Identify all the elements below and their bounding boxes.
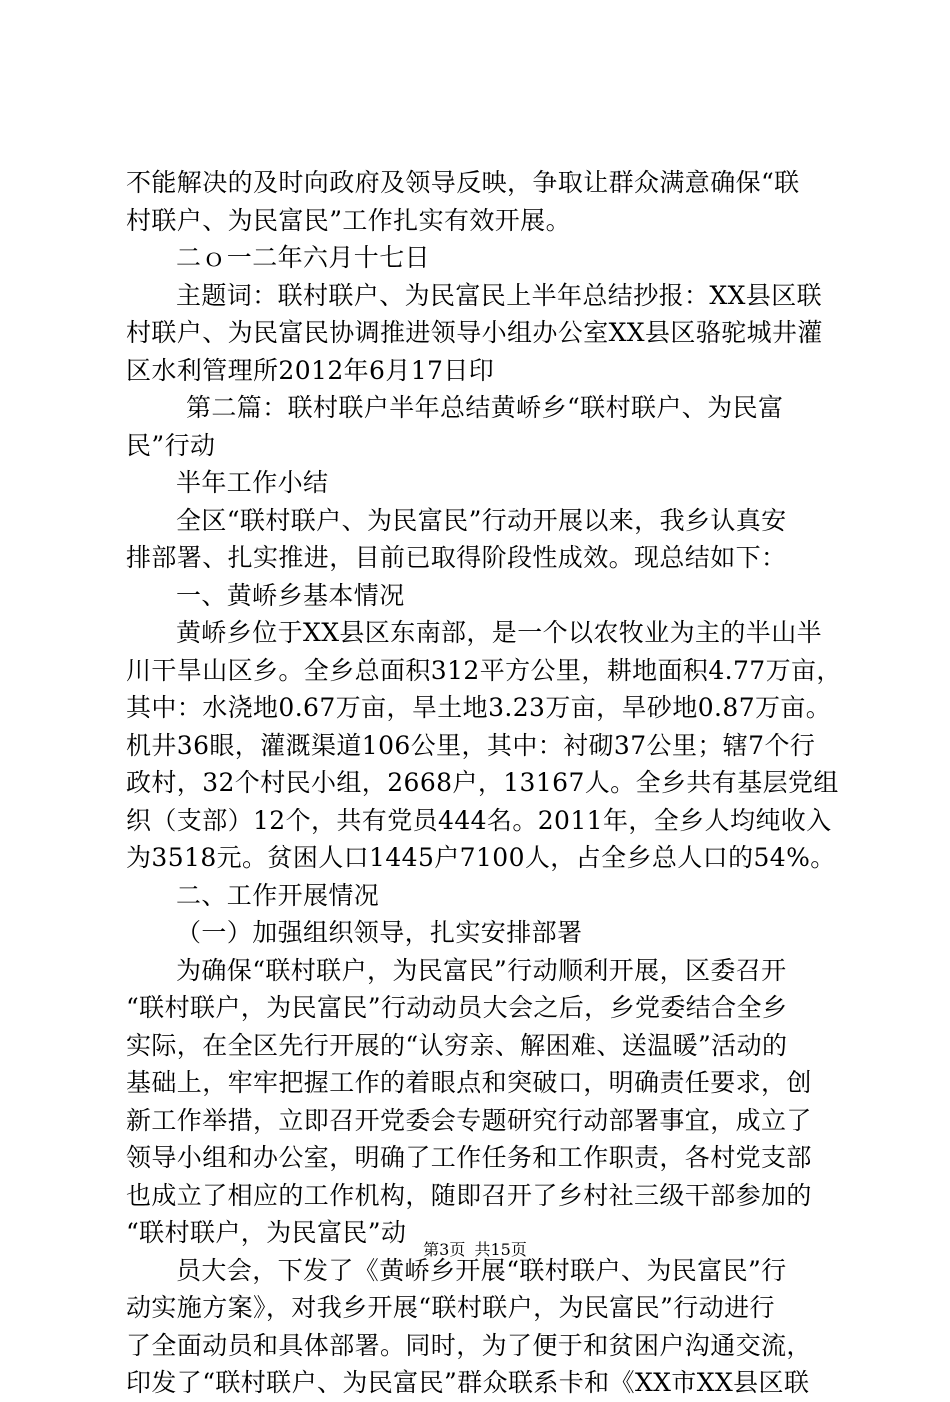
text-line: 一、黄峤乡基本情况: [176, 580, 405, 610]
text-line: 半年工作小结: [176, 468, 329, 497]
text-line: 了全面动员和具体部署。同时，为了便于和贫困户沟通交流，: [126, 1330, 812, 1360]
text-line: 村联户、为民富民”工作扎实有效开展。: [126, 205, 571, 235]
page-footer: [0, 1240, 950, 1260]
text-line: 领导小组和办公室，明确了工作任务和工作职责，各村党支部: [126, 1143, 812, 1172]
text-line: 其中：水浇地0.67万亩，旱土地3.23万亩，旱砂地0.87万亩。: [126, 693, 832, 722]
text-line: 主题词：联村联户、为民富民上半年总结抄报：XX县区联: [176, 280, 822, 310]
text-line: 新工作举措，立即召开党委会专题研究行动部署事宜，成立了: [126, 1105, 812, 1135]
text-line: 第二篇：联村联户半年总结黄峤乡“联村联户、为民富: [186, 393, 784, 422]
text-line: 政村，32个村民小组，2668户，13167人。全乡共有基层党组: [126, 768, 839, 797]
text-line: 不能解决的及时向政府及领导反映，争取让群众满意确保“联: [126, 168, 800, 197]
text-line: 为确保“联村联户，为民富民”行动顺利开展，区委召开: [176, 955, 787, 985]
text-line: 印发了“联村联户、为民富民”群众联系卡和《XX市XX县区联: [126, 1368, 810, 1397]
text-line: （一）加强组织领导，扎实安排部署: [176, 918, 583, 947]
document-body: [126, 164, 842, 1402]
text-line: 黄峤乡位于XX县区东南部，是一个以农牧业为主的半山半: [176, 618, 822, 647]
page-number: 第3页: [423, 1240, 466, 1259]
text-line: 民”行动: [126, 430, 216, 460]
text-line: 区水利管理所2012年6月17日印: [126, 355, 495, 385]
text-line: “联村联户，为民富民”动: [126, 1218, 407, 1247]
text-line: 动实施方案》，对我乡开展“联村联户，为民富民”行动进行: [126, 1293, 775, 1322]
text-line: 织（支部）12个，共有党员444名。2011年，全乡人均纯收入: [126, 805, 832, 835]
text-line: 实际，在全区先行开展的“认穷亲、解困难、送温暖”活动的: [126, 1030, 788, 1060]
text-line: 川干旱山区乡。全乡总面积312平方公里，耕地面积4.77万亩，: [126, 655, 842, 685]
text-line: 全区“联村联户、为民富民”行动开展以来，我乡认真安: [176, 505, 787, 535]
text-line: 村联户、为民富民协调推进领导小组办公室XX县区骆驼城井灌: [126, 318, 823, 347]
text-line: 也成立了相应的工作机构，随即召开了乡村社三级干部参加的: [126, 1180, 812, 1210]
text-line: 员大会，下发了《黄峤乡开展“联村联户、为民富民”行: [176, 1255, 787, 1285]
text-line: “联村联户，为民富民”行动动员大会之后，乡党委结合全乡: [126, 993, 788, 1022]
text-line: 二ｏ一二年六月十七日: [176, 243, 431, 272]
text-line: 为3518元。贫困人口1445户7100人，占全乡总人口的54%。: [126, 843, 836, 872]
text-line: 基础上，牢牢把握工作的着眼点和突破口，明确责任要求，创: [126, 1068, 812, 1097]
text-line: 排部署、扎实推进，目前已取得阶段性成效。现总结如下：: [126, 543, 787, 572]
text-line: 机井36眼，灌溉渠道106公里，其中：衬砌37公里；辖7个行: [126, 730, 816, 760]
page-total: 共15页: [474, 1240, 527, 1259]
text-line: 二、工作开展情况: [176, 880, 380, 910]
